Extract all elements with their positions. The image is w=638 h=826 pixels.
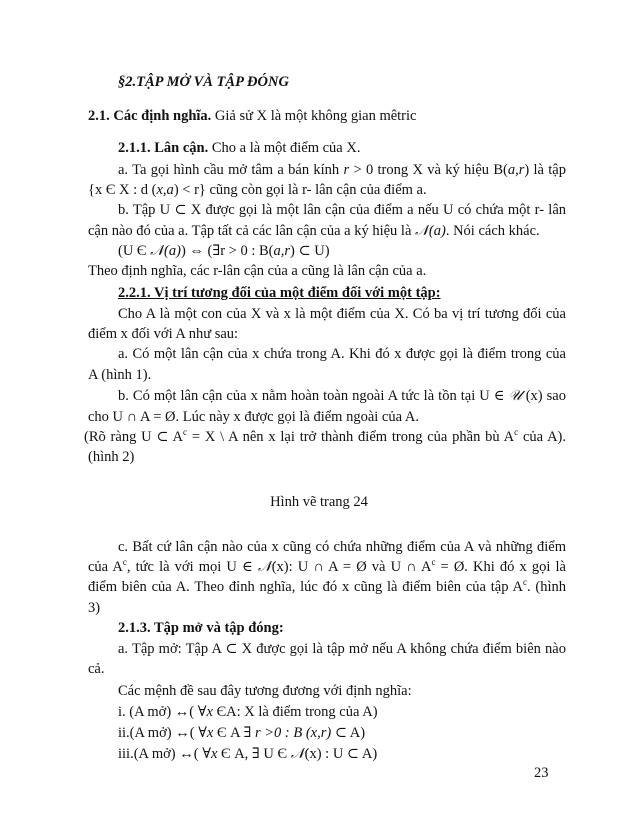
- text: ⊂ A): [331, 725, 366, 741]
- text: a. Ta gọi hình cầu mở tâm a bán kính: [118, 162, 344, 178]
- paragraph-line: điểm x đối với A như sau:: [88, 326, 239, 342]
- paragraph-line: c. Bất cứ lân cận nào của x cũng có chứa những điểm của A và những điểm: [118, 539, 566, 555]
- paragraph-line: [118, 724, 365, 742]
- heading-neighborhood: 2.1.1. Lân cận.: [118, 140, 209, 156]
- text: x,a: [156, 182, 174, 198]
- text: ii.(A mở) ↔(: [118, 725, 199, 741]
- text: 𝒩: [257, 559, 272, 575]
- paragraph-line: a. Tập mở: Tập A ⊂ X được gọi là tập mở nếu A không chứa điểm biên nào: [118, 641, 566, 657]
- paragraph-line: [84, 428, 566, 446]
- paragraph-line: [88, 107, 416, 125]
- text: (x) : U ⊂ A): [304, 746, 378, 762]
- text: ∀x: [197, 704, 213, 720]
- heading-relative-position: 2.2.1. Vị trí tương đối của một điểm đối với một tập:: [118, 285, 441, 301]
- text: iii.(A mở) ↔(: [118, 746, 203, 762]
- paragraph-line: [88, 578, 566, 596]
- text: ЄA: X là điểm trong của A): [212, 704, 378, 720]
- paragraph-line: cả.: [88, 661, 105, 677]
- text: {x Є X : d (: [88, 182, 157, 198]
- text: của A: [88, 559, 123, 575]
- section-title: §2.TẬP MỞ VÀ TẬP ĐÓNG: [118, 74, 289, 90]
- paragraph-line: [118, 703, 378, 721]
- paragraph-line: [118, 387, 566, 405]
- text: điểm biên của A. Theo đỉnh nghĩa, lúc đó x cũng là điểm biên của tập A: [88, 579, 523, 595]
- paragraph-line: 3): [88, 600, 101, 616]
- paragraph-line: a. Có một lân cận của x chứa trong A. Khi đó x được gọi là điểm trong của: [118, 346, 566, 362]
- paragraph-line: [88, 222, 540, 240]
- paragraph-line: [118, 745, 377, 763]
- text: Cho a là một điểm của X.: [208, 140, 361, 156]
- text: = Ø. Khi đó x gọi là: [435, 559, 566, 575]
- text: ) < r} cũng còn gọi là r- lân cận của điểm a.: [173, 182, 427, 198]
- paragraph-line: Cho A là một con của X và x là một điểm của X. Có ba vị trí tương đối của: [118, 306, 566, 322]
- superscript: c: [431, 557, 436, 567]
- text: a,r: [507, 162, 525, 178]
- heading-open-closed-sets: 2.1.3. Tập mở và tập đóng:: [118, 620, 284, 636]
- text: Є A: [213, 725, 244, 741]
- heading-definitions: 2.1. Các định nghĩa.: [88, 108, 212, 124]
- text: (x) sao: [521, 388, 566, 404]
- text: 𝒰: [508, 388, 522, 404]
- text: của A).: [518, 429, 567, 445]
- text: ∀x: [202, 746, 218, 762]
- text: > 0 trong X và ký hiệu B(: [349, 162, 508, 178]
- text: (x): U ∩ A = Ø và U ∩ A: [271, 559, 432, 575]
- text: b. Có một lân cận của x nằm hoàn toàn ngoài A tức là tồn tại U ∈: [118, 388, 509, 404]
- text: 𝒩(a): [415, 223, 446, 239]
- text: 𝒩: [290, 746, 305, 762]
- superscript: c: [122, 557, 127, 567]
- superscript: c: [522, 577, 527, 587]
- text: . Nói cách khác.: [445, 223, 540, 239]
- paragraph-line: [88, 181, 427, 199]
- paragraph-line: cho U ∩ A = Ø. Lúc này x được gọi là điểm ngoài của A.: [88, 409, 419, 425]
- text: ∀x: [198, 725, 214, 741]
- text: ) ⊂ U): [290, 243, 330, 259]
- paragraph-line: [118, 242, 330, 260]
- figure-placeholder: Hình vẽ trang 24: [270, 494, 368, 510]
- text: ) ⇔ (∃r > 0 : B(: [180, 243, 274, 259]
- text: , tức là với mọi U ∈: [126, 559, 258, 575]
- text: (Rõ ràng U ⊂ A: [84, 429, 184, 445]
- text: i. (A mở) ↔(: [118, 704, 198, 720]
- paragraph-line: A (hình 1).: [88, 367, 152, 383]
- paragraph-line: Theo định nghĩa, các r-lân cận của a cũng là lân cận của a.: [88, 263, 427, 279]
- paragraph-line: [118, 139, 360, 157]
- text: Є A, ∃ U Є: [217, 746, 291, 762]
- text: = X \ A nên x lại trở thành điểm trong của phần bù A: [187, 429, 515, 445]
- text: Giả sử X là một không gian mêtric: [211, 108, 417, 124]
- paragraph-line: Các mệnh đề sau đây tương đương với định nghĩa:: [118, 683, 412, 699]
- text: cận nào đó của a. Tập tất cả các lân cận của a ký hiệu là: [88, 223, 416, 239]
- paragraph-line: [118, 161, 566, 179]
- text: (U Є: [118, 243, 151, 259]
- paragraph-line: (hình 2): [88, 449, 135, 465]
- page-number: 23: [534, 765, 549, 781]
- superscript: c: [514, 427, 519, 437]
- text: r: [343, 162, 350, 178]
- text: 𝒩(a): [150, 243, 181, 259]
- text: ∃ r >0 : B (x,r): [243, 725, 332, 741]
- text: . (hình: [526, 579, 567, 595]
- superscript: c: [183, 427, 188, 437]
- paragraph-line: [88, 558, 566, 576]
- text: ) là tập: [524, 162, 566, 178]
- text: a,r: [273, 243, 291, 259]
- paragraph-line: b. Tập U ⊂ X được gọi là một lân cận của điểm a nếu U có chứa một r- lân: [118, 202, 566, 218]
